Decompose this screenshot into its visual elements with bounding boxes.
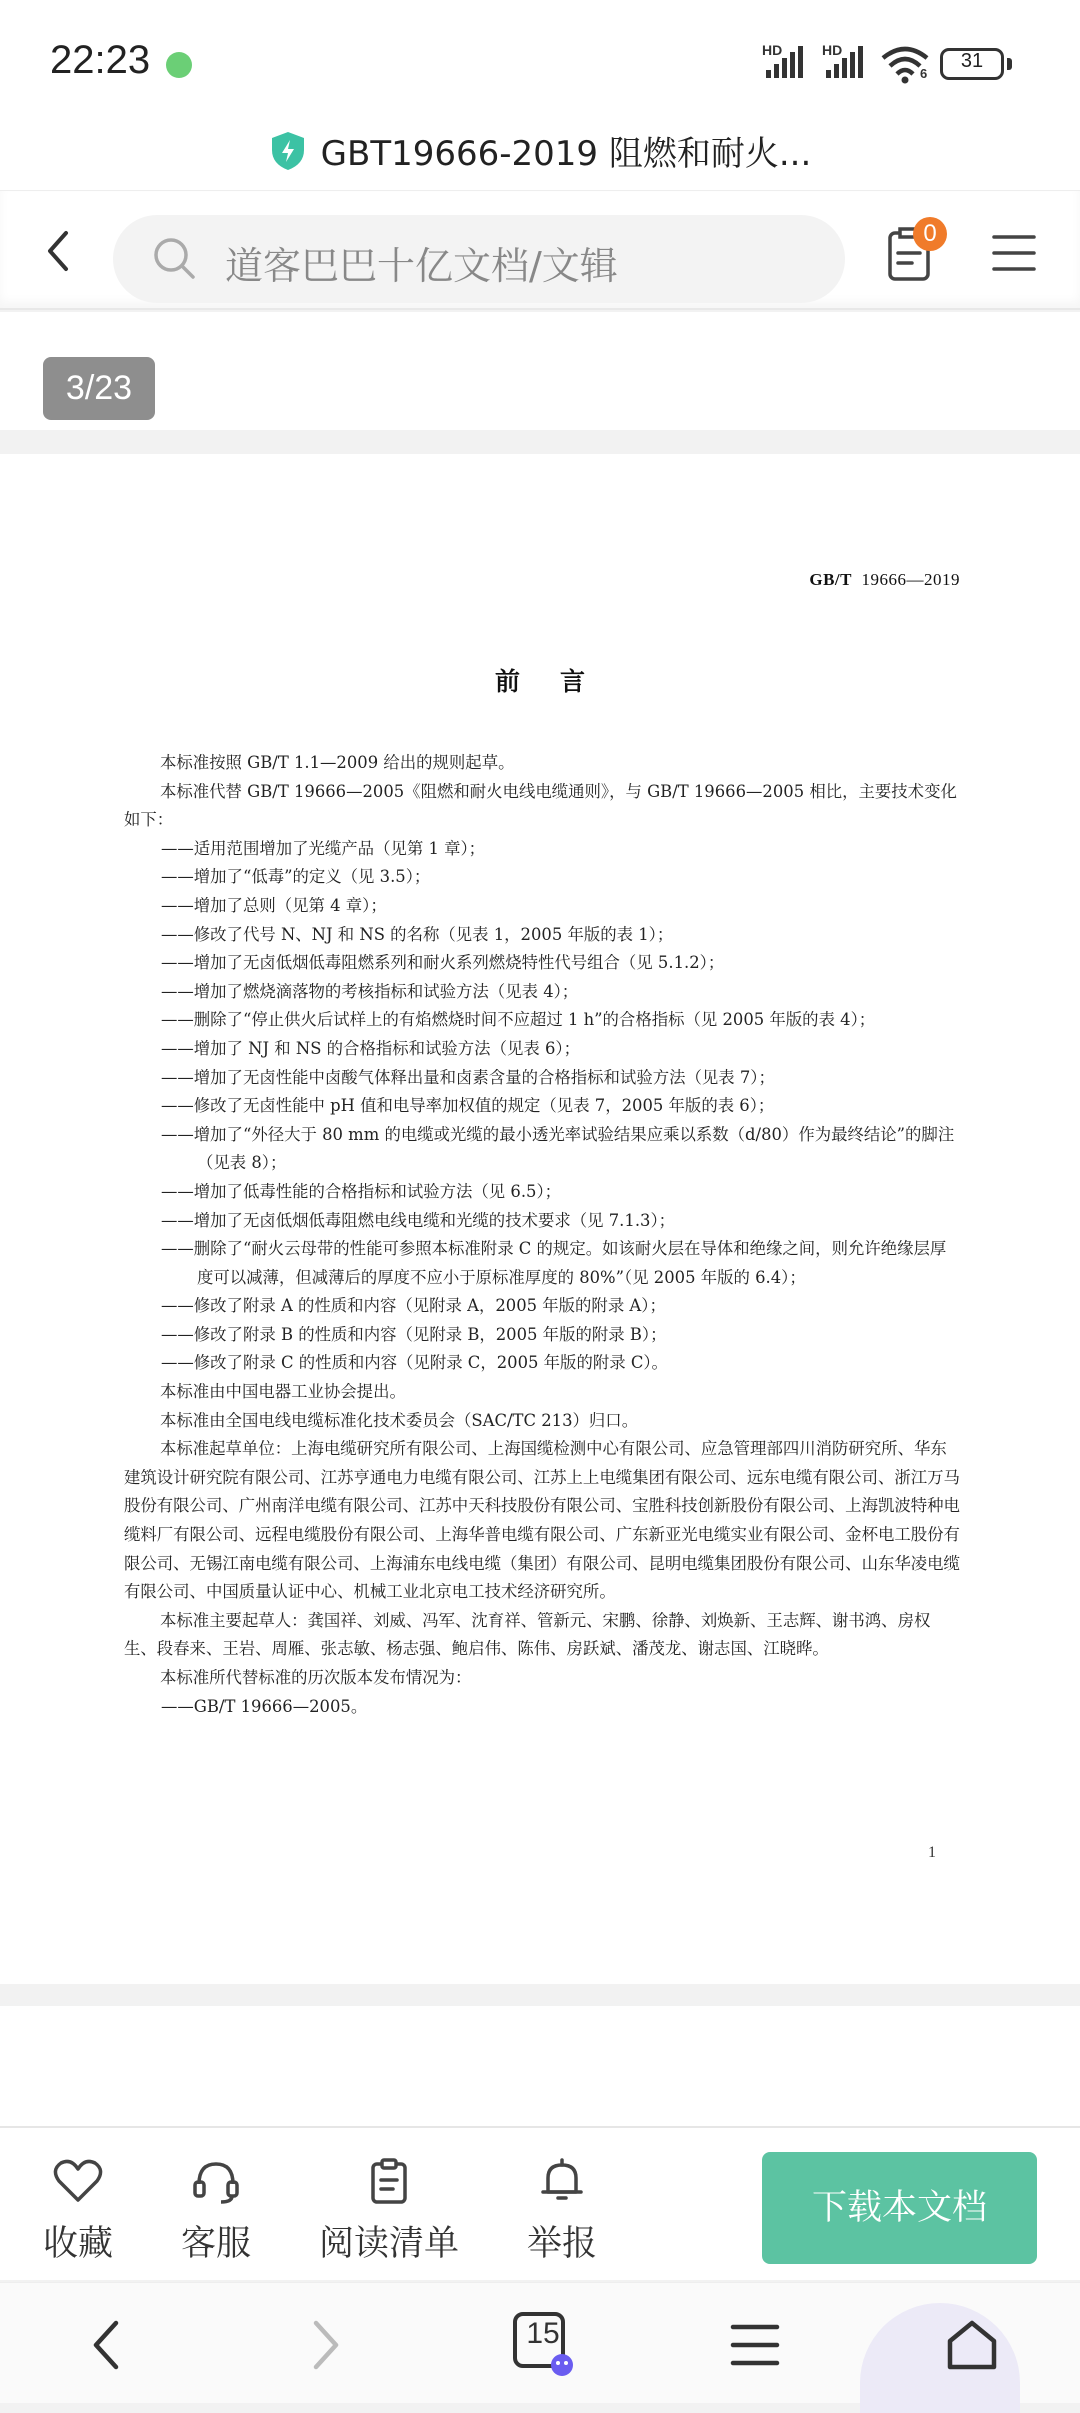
page-indicator: 3/23 xyxy=(43,357,155,420)
status-bar xyxy=(0,0,1080,120)
search-icon xyxy=(151,235,199,283)
hd-label-2: HD xyxy=(822,42,843,58)
document-paragraph: ——增加了无卤低烟低毒阻燃系列和耐火系列燃烧特性代号组合（见 5.1.2）； xyxy=(161,953,725,973)
document-code-prefix: GB/T xyxy=(809,570,852,589)
browser-forward-icon[interactable] xyxy=(306,2317,346,2373)
battery-level: 31 xyxy=(960,50,984,72)
document-paragraph: ——增加了低毒性能的合格指标和试验方法（见 6.5）； xyxy=(161,1181,562,1201)
document-paragraph: ——增加了燃烧滴落物的考核指标和试验方法（见表 4）； xyxy=(161,981,579,1001)
battery-icon xyxy=(940,48,1004,80)
document-page-number: 1 xyxy=(928,1844,936,1861)
document-paragraph: ——删除了“耐火云母带的性能可参照本标准附录 C 的规定。如该耐火层在导体和绝缘之间，则允许绝缘层厚度可以减薄，但减薄后的厚度不应小于原标准厚度的 80%”（见 2005 年版的 6.4）； xyxy=(161,1239,947,1287)
document-paragraph: ——删除了“停止供火后试样上的有焰燃烧时间不应超过 1 h”的合格指标（见 2005 年版的表 4）； xyxy=(161,1010,876,1030)
headset-icon xyxy=(191,2158,241,2204)
document-page xyxy=(0,454,1080,1984)
download-button[interactable]: 下载本文档 xyxy=(762,2152,1037,2264)
document-paragraph: 本标准由中国电器工业协会提出。 xyxy=(160,1382,406,1402)
clipboard-icon xyxy=(364,2158,414,2204)
report-button[interactable] xyxy=(522,2158,602,2266)
wifi-6-label: 6 xyxy=(920,66,928,81)
document-paragraph: ——增加了无卤性能中卤酸气体释出量和卤素含量的合格指标和试验方法（见表 7）； xyxy=(161,1067,775,1087)
reading-list-label: 阅读清单 xyxy=(318,2224,459,2264)
document-body xyxy=(124,749,960,1721)
document-paragraph: ——适用范围增加了光缆产品（见第 1 章）； xyxy=(161,838,486,858)
home-icon[interactable] xyxy=(944,2317,1000,2373)
back-arrow-icon[interactable] xyxy=(30,221,90,281)
document-paragraph: 本标准主要起草人：龚国祥、刘威、冯军、沈育祥、管新元、宋鹏、徐静、刘焕新、王志辉、谢书鸿、房权生、段春来、王岩、周雁、张志敏、杨志强、鲍启伟、陈伟、房跃斌、潘茂龙、谢志国、江晓晔。 xyxy=(124,1610,931,1659)
browser-menu-icon[interactable] xyxy=(730,2317,780,2373)
document-paragraph: ——修改了附录 C 的性质和内容（见附录 C，2005 年版的附录 C）。 xyxy=(161,1353,668,1373)
document-paragraph: ——增加了“低毒”的定义（见 3.5）； xyxy=(161,867,431,887)
document-paragraph: ——修改了无卤性能中 pH 值和电导率加权值的规定（见表 7，2005 年版的表 6）； xyxy=(161,1096,775,1116)
reading-list-action-button[interactable] xyxy=(318,2158,460,2266)
page-indicator-strip xyxy=(0,312,1080,430)
document-paragraph: 本标准代替 GB/T 19666—2005《阻燃和耐火电线电缆通则》，与 GB/T 19666—2005 相比，主要技术变化如下： xyxy=(124,781,957,830)
document-code-number: 19666—2019 xyxy=(861,570,960,589)
browser-nav-bar xyxy=(0,2282,1080,2403)
document-paragraph: 本标准按照 GB/T 1.1—2009 给出的规则起草。 xyxy=(160,753,515,772)
document-heading: 前言 xyxy=(494,667,625,696)
reading-list-badge: 0 xyxy=(913,217,947,251)
bell-icon xyxy=(537,2158,587,2204)
browser-back-icon[interactable] xyxy=(86,2317,126,2373)
document-code xyxy=(809,570,960,590)
document-paragraph: ——增加了“外径大于 80 mm 的电缆或光缆的最小透光率试验结果应乘以系数（d/80）作为最终结论”的脚注（见表 8）； xyxy=(161,1124,955,1173)
notification-app-icon xyxy=(166,52,192,78)
document-paragraph: ——修改了代号 N、NJ 和 NS 的名称（见表 1，2005 年版的表 1）； xyxy=(161,924,674,944)
tabs-count: 15 xyxy=(526,2317,560,2350)
signal-icon-2 xyxy=(822,44,872,80)
favorite-label: 收藏 xyxy=(42,2224,113,2264)
shield-icon xyxy=(269,130,307,172)
page-title: GBT19666-2019 阻燃和耐火... xyxy=(320,134,812,174)
next-document-page xyxy=(0,2006,1080,2126)
battery-tip xyxy=(1007,58,1012,70)
hd-label: HD xyxy=(762,42,783,58)
search-placeholder: 道客巴巴十亿文档/文辑 xyxy=(225,244,618,288)
report-label: 举报 xyxy=(526,2224,597,2264)
customer-service-button[interactable] xyxy=(176,2158,256,2266)
heart-icon xyxy=(53,2158,103,2204)
page-title-bar xyxy=(0,120,1080,190)
document-paragraph: ——增加了无卤低烟低毒阻燃电线电缆和光缆的技术要求（见 7.1.3）； xyxy=(161,1210,676,1230)
document-paragraph: 本标准起草单位：上海电缆研究所有限公司、上海国缆检测中心有限公司、应急管理部四川消防研究所、华东建筑设计研究院有限公司、江苏亨通电力电缆有限公司、江苏上上电缆集团有限公司、远东电缆有限公司、浙江万马股份有限公司、广州南洋电缆有限公司、江苏中天科技股份有限公司、宝胜科技创新股份有限公司、上海凯波特种电缆料厂有限公司、远程电缆股份有限公司、上海华普电缆有限公司、广东新亚光电缆实业有限公司、金杯电工股份有限公司、无锡江南电缆有限公司、上海浦东电线电缆（集团）有限公司、昆明电缆集团股份有限公司、山东华凌电缆有限公司、中国质量认证中心、机械工业北京电工技术经济研究所。 xyxy=(124,1439,960,1602)
document-paragraph: ——修改了附录 B 的性质和内容（见附录 B，2005 年版的附录 B）； xyxy=(161,1324,667,1344)
document-paragraph: 本标准由全国电线电缆标准化技术委员会（SAC/TC 213）归口。 xyxy=(160,1410,639,1430)
nav-bar xyxy=(0,190,1080,310)
document-paragraph: ——GB/T 19666—2005。 xyxy=(161,1696,368,1716)
search-input[interactable] xyxy=(113,215,845,303)
clock: 22:23 xyxy=(50,38,151,82)
menu-icon[interactable] xyxy=(990,231,1038,275)
favorite-button[interactable] xyxy=(38,2158,118,2266)
customer-service-label: 客服 xyxy=(180,2224,251,2264)
action-bar xyxy=(0,2126,1080,2280)
document-paragraph: ——修改了附录 A 的性质和内容（见附录 A，2005 年版的附录 A）； xyxy=(161,1296,666,1316)
signal-icon xyxy=(762,44,812,80)
document-paragraph: ——增加了 NJ 和 NS 的合格指标和试验方法（见表 6）； xyxy=(161,1038,580,1058)
tabs-button[interactable] xyxy=(512,2311,574,2377)
document-paragraph: 本标准所代替标准的历次版本发布情况为： xyxy=(160,1668,472,1687)
document-paragraph: ——增加了总则（见第 4 章）； xyxy=(161,895,387,915)
